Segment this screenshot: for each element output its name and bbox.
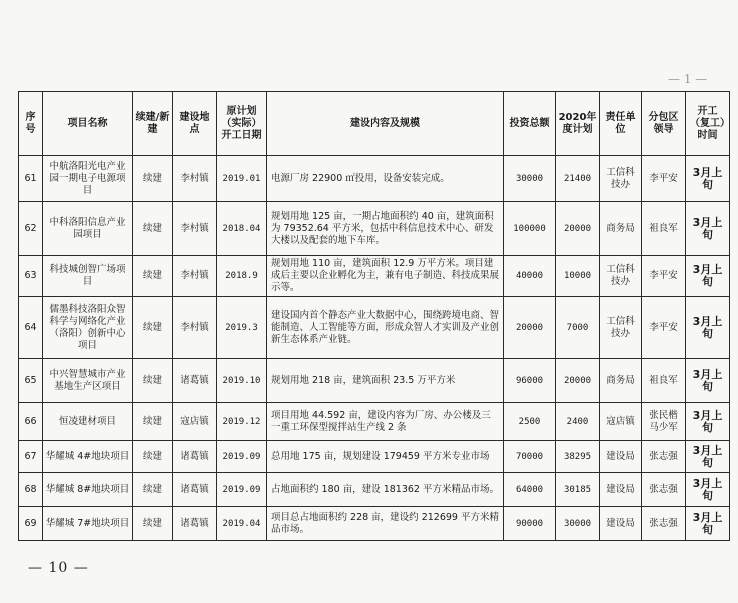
header-start-date: 原计划（实际）开工日期 xyxy=(217,92,267,156)
cell-investment: 40000 xyxy=(504,256,556,297)
cell-name: 华耀城 8#地块项目 xyxy=(43,473,133,507)
cell-unit: 建设局 xyxy=(600,473,642,507)
table-row xyxy=(19,403,730,441)
cell-unit: 工信科技办 xyxy=(600,297,642,359)
cell-leader: 祖良军 xyxy=(642,359,686,403)
cell-leader: 李平安 xyxy=(642,256,686,297)
cell-name: 科技城创智广场项目 xyxy=(43,256,133,297)
page-top-mark: — 1 — xyxy=(668,72,708,86)
cell-start-time: 3月上旬 xyxy=(686,473,730,507)
cell-location: 诸葛镇 xyxy=(173,473,217,507)
page-number: — 10 — xyxy=(28,560,89,576)
cell-investment: 20000 xyxy=(504,297,556,359)
cell-start-time: 3月上旬 xyxy=(686,202,730,256)
cell-name: 中兴智慧城市产业基地生产区项目 xyxy=(43,359,133,403)
cell-plan-2020: 30185 xyxy=(556,473,600,507)
cell-name: 华耀城 4#地块项目 xyxy=(43,441,133,473)
cell-seq: 68 xyxy=(19,473,43,507)
cell-name: 儒墨科技洛阳众智科学与网络化产业（洛阳）创新中心项目 xyxy=(43,297,133,359)
header-seq: 序号 xyxy=(19,92,43,156)
cell-start-date: 2019.3 xyxy=(217,297,267,359)
cell-investment: 70000 xyxy=(504,441,556,473)
header-start-time: 开工（复工）时间 xyxy=(686,92,730,156)
cell-location: 寇店镇 xyxy=(173,403,217,441)
cell-type: 续建 xyxy=(133,441,173,473)
cell-start-date: 2019.12 xyxy=(217,403,267,441)
table-row xyxy=(19,256,730,297)
cell-type: 续建 xyxy=(133,297,173,359)
cell-location: 李村镇 xyxy=(173,256,217,297)
header-type: 续建/新建 xyxy=(133,92,173,156)
cell-seq: 66 xyxy=(19,403,43,441)
header-unit: 责任单位 xyxy=(600,92,642,156)
cell-content: 规划用地 125 亩，一期占地面积约 40 亩，建筑面积为 79352.64 平方米，包括中科信息技术中心、研发大楼以及配套的地下车库。 xyxy=(267,202,504,256)
cell-plan-2020: 7000 xyxy=(556,297,600,359)
cell-name: 恒凌建材项目 xyxy=(43,403,133,441)
cell-seq: 62 xyxy=(19,202,43,256)
cell-investment: 2500 xyxy=(504,403,556,441)
cell-type: 续建 xyxy=(133,507,173,541)
cell-content: 项目用地 44.592 亩，建设内容为厂房、办公楼及三一重工环保型搅拌站生产线 2 条 xyxy=(267,403,504,441)
cell-type: 续建 xyxy=(133,473,173,507)
table-row xyxy=(19,156,730,202)
header-investment: 投资总额 xyxy=(504,92,556,156)
cell-content: 总用地 175 亩，规划建设 179459 平方米专业市场 xyxy=(267,441,504,473)
cell-seq: 63 xyxy=(19,256,43,297)
cell-start-time: 3月上旬 xyxy=(686,359,730,403)
cell-unit: 建设局 xyxy=(600,507,642,541)
cell-type: 续建 xyxy=(133,156,173,202)
cell-start-time: 3月上旬 xyxy=(686,256,730,297)
cell-start-date: 2018.04 xyxy=(217,202,267,256)
cell-unit: 工信科技办 xyxy=(600,256,642,297)
cell-leader: 张志强 xyxy=(642,441,686,473)
project-table xyxy=(18,91,730,541)
cell-investment: 30000 xyxy=(504,156,556,202)
cell-location: 李村镇 xyxy=(173,297,217,359)
cell-content: 电源厂房 22900 ㎡投用，设备安装完成。 xyxy=(267,156,504,202)
header-location: 建设地点 xyxy=(173,92,217,156)
table-row xyxy=(19,202,730,256)
cell-seq: 67 xyxy=(19,441,43,473)
cell-content: 规划用地 110 亩，建筑面积 12.9 万平方米。项目建成后主要以企业孵化为主，兼有电子制造、科技成果展示等。 xyxy=(267,256,504,297)
table-row xyxy=(19,507,730,541)
cell-plan-2020: 2400 xyxy=(556,403,600,441)
cell-start-time: 3月上旬 xyxy=(686,156,730,202)
cell-start-date: 2019.10 xyxy=(217,359,267,403)
header-name: 项目名称 xyxy=(43,92,133,156)
table-header-row xyxy=(19,92,730,156)
cell-start-date: 2019.04 xyxy=(217,507,267,541)
cell-start-time: 3月上旬 xyxy=(686,507,730,541)
cell-plan-2020: 30000 xyxy=(556,507,600,541)
cell-unit: 寇店镇 xyxy=(600,403,642,441)
cell-leader: 李平安 xyxy=(642,156,686,202)
header-content: 建设内容及规模 xyxy=(267,92,504,156)
cell-leader: 张志强 xyxy=(642,473,686,507)
cell-start-time: 3月上旬 xyxy=(686,441,730,473)
cell-type: 续建 xyxy=(133,359,173,403)
cell-plan-2020: 21400 xyxy=(556,156,600,202)
cell-leader: 祖良军 xyxy=(642,202,686,256)
cell-start-date: 2019.01 xyxy=(217,156,267,202)
cell-seq: 69 xyxy=(19,507,43,541)
cell-content: 占地面积约 180 亩，建设 181362 平方米精品市场。 xyxy=(267,473,504,507)
cell-type: 续建 xyxy=(133,202,173,256)
cell-unit: 商务局 xyxy=(600,359,642,403)
header-plan-2020: 2020年度计划 xyxy=(556,92,600,156)
cell-investment: 90000 xyxy=(504,507,556,541)
cell-start-time: 3月上旬 xyxy=(686,403,730,441)
cell-start-date: 2019.09 xyxy=(217,441,267,473)
cell-start-date: 2018.9 xyxy=(217,256,267,297)
cell-location: 诸葛镇 xyxy=(173,441,217,473)
cell-seq: 61 xyxy=(19,156,43,202)
cell-plan-2020: 38295 xyxy=(556,441,600,473)
cell-plan-2020: 20000 xyxy=(556,202,600,256)
cell-location: 诸葛镇 xyxy=(173,359,217,403)
cell-start-date: 2019.09 xyxy=(217,473,267,507)
cell-investment: 96000 xyxy=(504,359,556,403)
table-row xyxy=(19,441,730,473)
cell-leader: 张志强 xyxy=(642,507,686,541)
header-leader: 分包区领导 xyxy=(642,92,686,156)
table-row xyxy=(19,297,730,359)
cell-content: 项目总占地面积约 228 亩，建设约 212699 平方米精品市场。 xyxy=(267,507,504,541)
cell-plan-2020: 10000 xyxy=(556,256,600,297)
cell-investment: 64000 xyxy=(504,473,556,507)
cell-seq: 64 xyxy=(19,297,43,359)
cell-location: 李村镇 xyxy=(173,156,217,202)
cell-plan-2020: 20000 xyxy=(556,359,600,403)
cell-content: 规划用地 218 亩，建筑面积 23.5 万平方米 xyxy=(267,359,504,403)
cell-leader: 李平安 xyxy=(642,297,686,359)
table-row xyxy=(19,359,730,403)
cell-name: 中科洛阳信息产业园项目 xyxy=(43,202,133,256)
cell-unit: 建设局 xyxy=(600,441,642,473)
cell-location: 李村镇 xyxy=(173,202,217,256)
table-row xyxy=(19,473,730,507)
cell-unit: 商务局 xyxy=(600,202,642,256)
cell-content: 建设国内首个静态产业大数据中心，围绕跨境电商、智能制造、人工智能等方面，形成众智人才实训及产业创新生态体系产业链。 xyxy=(267,297,504,359)
cell-investment: 100000 xyxy=(504,202,556,256)
cell-seq: 65 xyxy=(19,359,43,403)
cell-unit: 工信科技办 xyxy=(600,156,642,202)
cell-name: 中航洛阳光电产业园一期电子电源项目 xyxy=(43,156,133,202)
cell-type: 续建 xyxy=(133,403,173,441)
cell-start-time: 3月上旬 xyxy=(686,297,730,359)
cell-type: 续建 xyxy=(133,256,173,297)
cell-leader: 张民楷 马少军 xyxy=(642,403,686,441)
cell-location: 诸葛镇 xyxy=(173,507,217,541)
cell-name: 华耀城 7#地块项目 xyxy=(43,507,133,541)
